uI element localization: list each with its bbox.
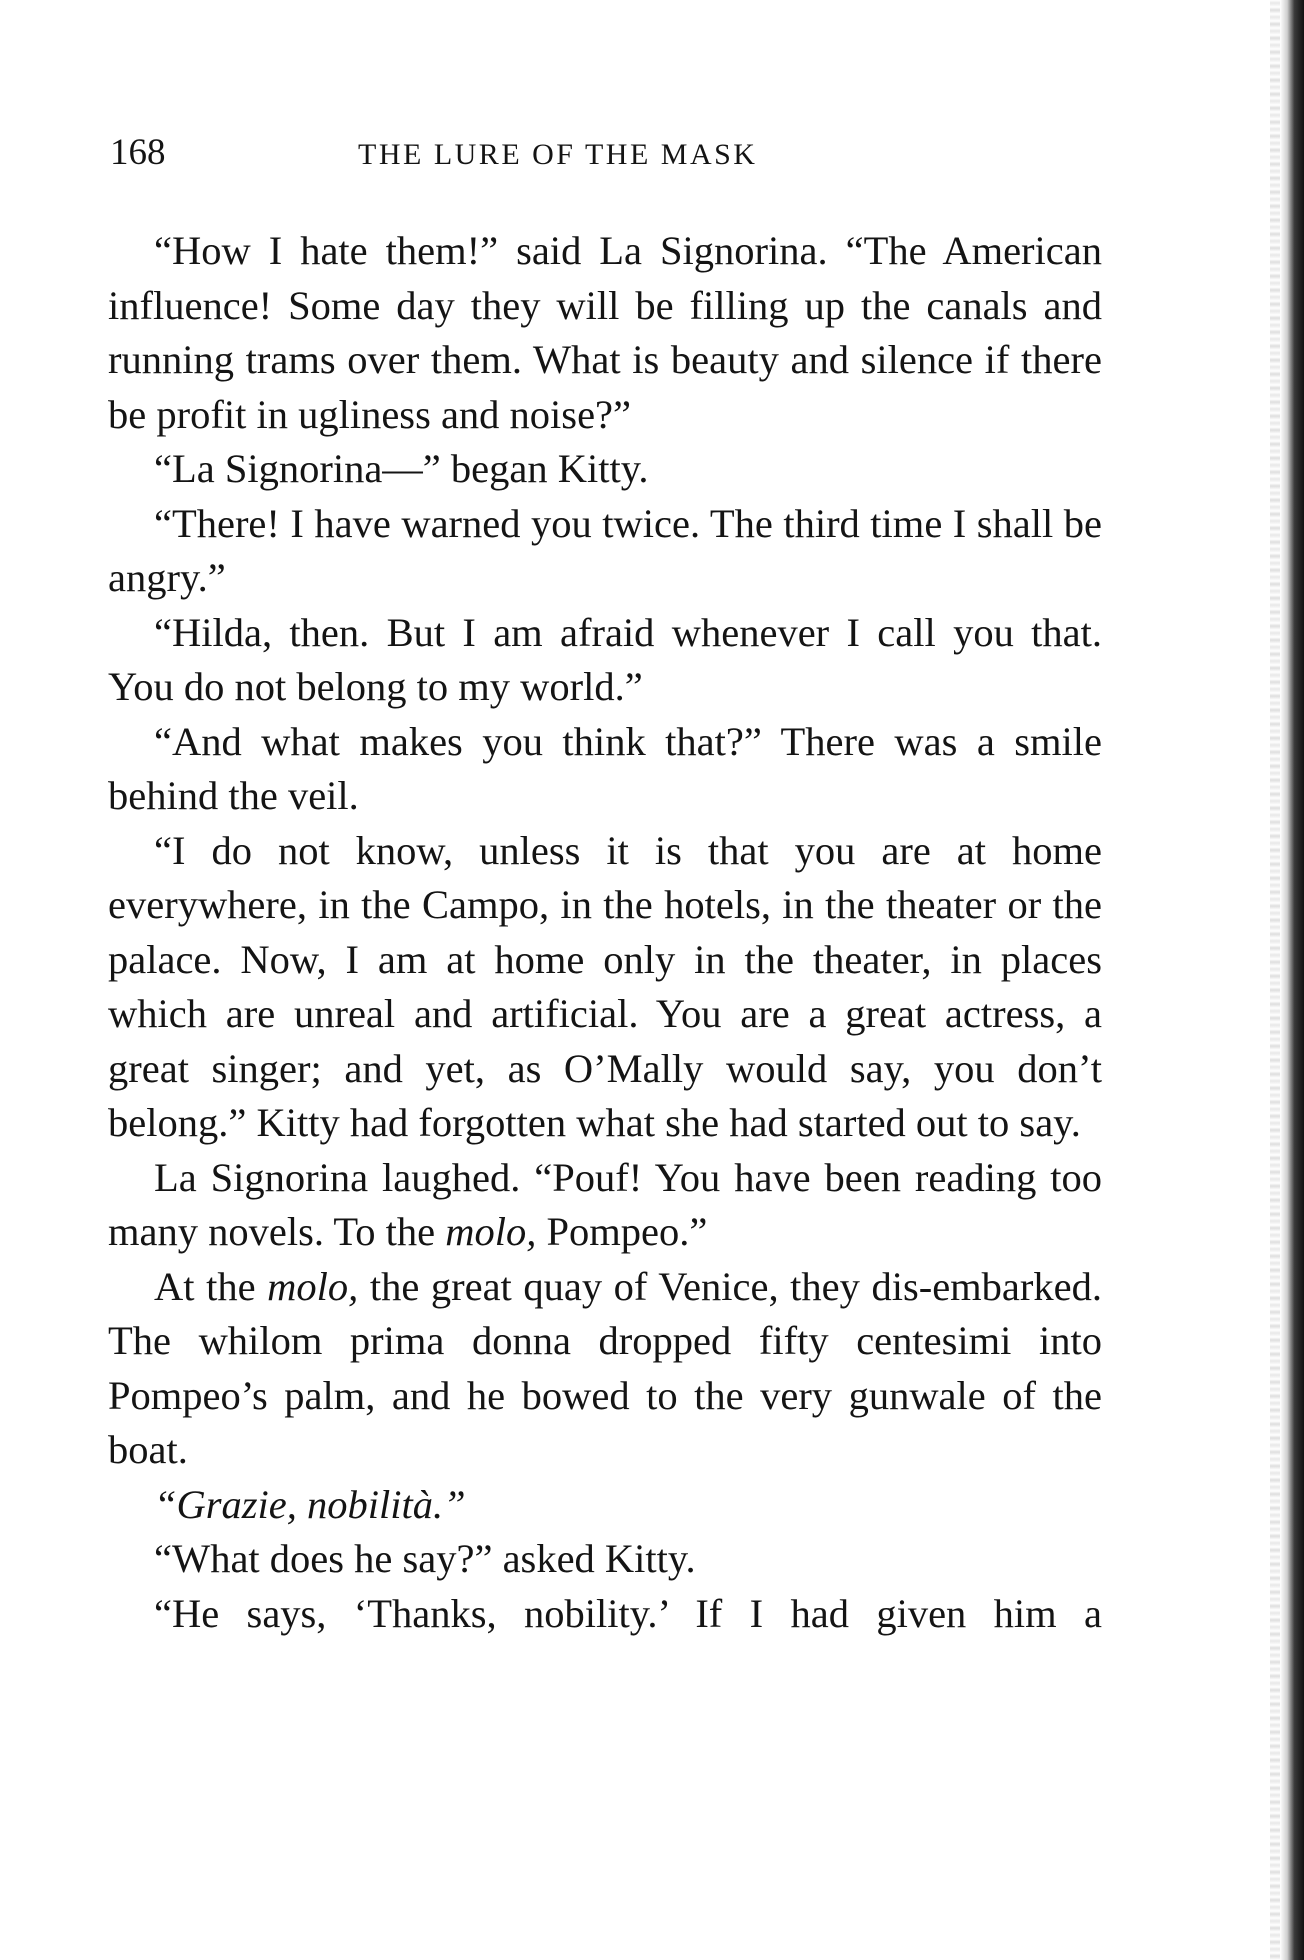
page-edge <box>1280 0 1304 1960</box>
text-run: “La Signorina—” began Kitty. <box>154 446 649 491</box>
italic-text: molo, <box>445 1209 537 1254</box>
text-run: “And what makes you think that?” There was a smile behind the veil. <box>108 718 1102 818</box>
paragraph <box>108 1478 1102 1533</box>
paragraph <box>108 497 1102 606</box>
paragraph <box>108 224 1102 442</box>
paragraph <box>108 824 1102 1151</box>
paragraph <box>108 1260 1102 1478</box>
body-text <box>108 224 1102 1641</box>
text-run: Pompeo.” <box>536 1209 708 1254</box>
text-run: “I do not know, unless it is that you are at home everywhere, in the Campo, in the hotels, in the theater or the palace. Now, I am at home only in the theater, in places which are unreal and artificial. You are a great actress, a great singer; and yet, as O’Mally would say, you don’t belong.” Kitty had forgotten what she had started out to say. <box>108 827 1102 1145</box>
paragraph <box>108 1587 1102 1642</box>
paragraph <box>108 1532 1102 1587</box>
running-head <box>110 128 1090 178</box>
text-run: the great quay of Venice, they dis-embarked. The whilom prima donna dropped fifty centesimi into Pompeo’s palm, and he bowed to the very gunwale of the boat. <box>108 1263 1102 1472</box>
paragraph <box>108 1151 1102 1260</box>
running-title: THE LURE OF THE MASK <box>358 138 758 171</box>
page-edge-shadow <box>1270 0 1280 1960</box>
italic-text: “Grazie, nobilità.” <box>154 1481 466 1527</box>
text-run: “Hilda, then. But I am afraid whenever I call you that. You do not belong to my world.” <box>108 609 1102 709</box>
text-run: “He says, ‘Thanks, nobility.’ If I had given him a <box>154 1590 1102 1636</box>
paragraph <box>108 715 1102 824</box>
text-run: “What does he say?” asked Kitty. <box>154 1536 696 1581</box>
text-run: La Signorina laughed. “Pouf! You have been reading too many novels. To the <box>108 1154 1102 1254</box>
text-run: At the <box>154 1263 268 1309</box>
italic-text: molo, <box>267 1263 359 1309</box>
paragraph <box>108 442 1102 497</box>
page-number: 168 <box>110 132 166 173</box>
text-run: “There! I have warned you twice. The third time I shall be angry.” <box>108 500 1102 600</box>
text-run: “How I hate them!” said La Signorina. “The American influence! Some day they will be filling up the canals and running trams over them. What is beauty and silence if there be profit in ugliness and noise?” <box>108 228 1102 437</box>
paragraph <box>108 606 1102 715</box>
